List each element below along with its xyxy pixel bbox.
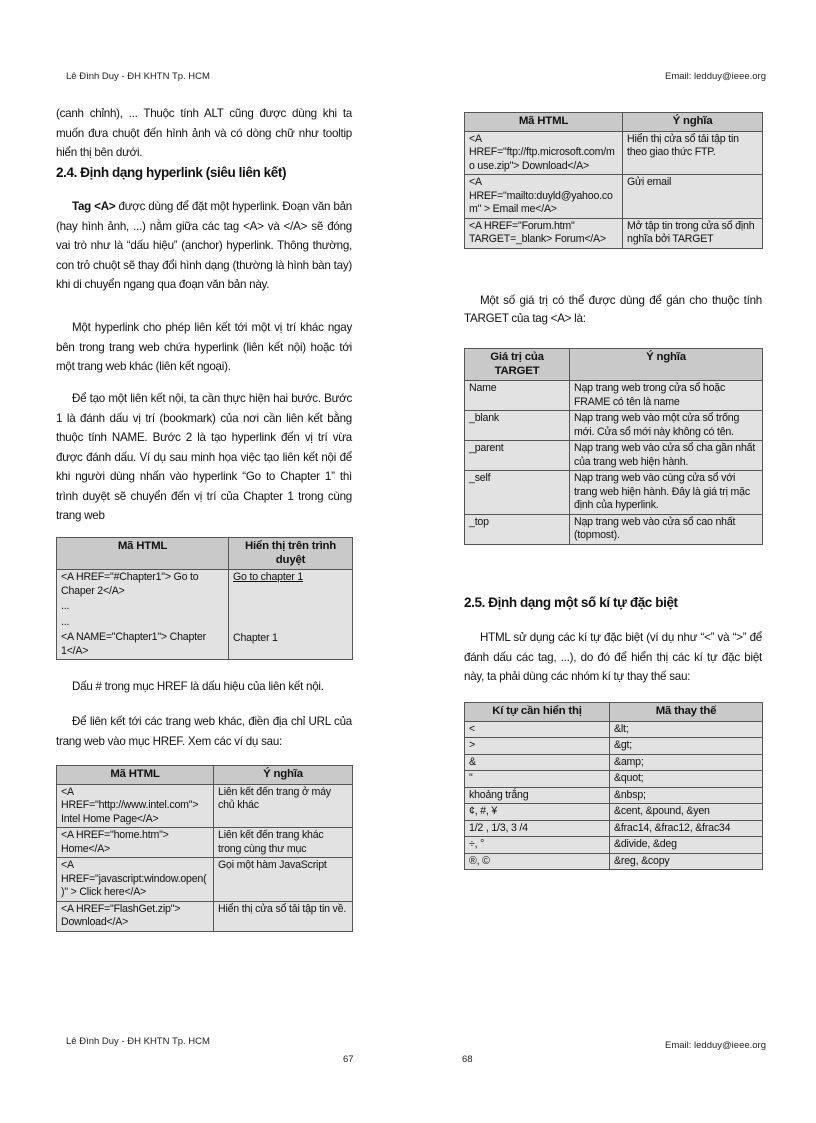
column-header: Kí tự cần hiển thị bbox=[465, 703, 610, 722]
character-cell: ®, © bbox=[465, 853, 610, 870]
more-links-table bbox=[464, 112, 763, 249]
table-header-row bbox=[465, 703, 763, 722]
column-header: Mã HTML bbox=[57, 538, 229, 570]
column-header: Mã HTML bbox=[57, 766, 214, 785]
code-cell: <A HREF="#Chapter1"> Go to Chaper 2</A> bbox=[57, 570, 229, 600]
target-values-table bbox=[464, 348, 763, 545]
code-cell: <A HREF="javascript:window.open()" > Click here</A> bbox=[57, 858, 214, 902]
target-value-cell: _parent bbox=[465, 441, 570, 471]
character-cell: khoảng trắng bbox=[465, 787, 610, 804]
character-cell: 1/2 , 1/3, 3 /4 bbox=[465, 820, 610, 837]
column-header: Ý nghĩa bbox=[623, 113, 763, 132]
code-cell: <A HREF="home.htm"> Home</A> bbox=[57, 828, 214, 858]
table-row bbox=[465, 381, 763, 411]
column-header: Ý nghĩa bbox=[570, 349, 763, 381]
entity-cell: &cent, &pound, &yen bbox=[610, 804, 763, 821]
table-row bbox=[465, 721, 763, 738]
meaning-cell: Liên kết đến trang ở máy chủ khác bbox=[214, 784, 353, 828]
table-row bbox=[465, 787, 763, 804]
external-link-paragraph: Để liên kết tới các trang web khác, điền địa chỉ URL của trang web vào mục HREF. Xem các ví dụ sau: bbox=[56, 715, 352, 748]
character-cell: " bbox=[465, 771, 610, 788]
meaning-cell: Nạp trang web vào một cửa sổ trống mới. Cửa sổ mới này không có tên. bbox=[570, 411, 763, 441]
left-page-number: 67 bbox=[343, 1054, 354, 1065]
table-row bbox=[465, 514, 763, 544]
character-cell: ¢, #, ¥ bbox=[465, 804, 610, 821]
column-header: Mã thay thế bbox=[610, 703, 763, 722]
table-row bbox=[57, 570, 353, 600]
entity-cell: &quot; bbox=[610, 771, 763, 788]
table-row bbox=[57, 599, 353, 615]
rendered-cell bbox=[229, 615, 353, 631]
character-cell: ÷, ° bbox=[465, 837, 610, 854]
character-cell: < bbox=[465, 721, 610, 738]
meaning-cell: Gọi một hàm JavaScript bbox=[214, 858, 353, 902]
table-row bbox=[465, 411, 763, 441]
table-header-row bbox=[57, 766, 353, 785]
left-intro-paragraph: (canh chỉnh), ... Thuộc tính ALT cũng được dùng khi ta muốn đưa chuột đến hình ảnh và có dòng chữ như tooltip hiển thị bên dưới. bbox=[56, 107, 352, 159]
internal-link-table bbox=[56, 537, 353, 660]
table-row bbox=[465, 738, 763, 755]
table-row bbox=[57, 784, 353, 828]
rendered-cell bbox=[229, 599, 353, 615]
table-row bbox=[465, 853, 763, 870]
hyperlink-intro-text: được dùng để đặt một hyperlink. Đoạn văn bản (hay hình ảnh, ...) nằm giữa các tag <A> và </A> sẽ đóng vai trò như là “dấu hiệu” (anchor) hyperlink. Thông thường, con trỏ chuột sẽ thay đổi hình dạng (thường là hình bàn tay) khi di chuyển ngang qua đoạn văn bản này. bbox=[56, 200, 352, 291]
table-row bbox=[465, 131, 763, 175]
table-row bbox=[465, 754, 763, 771]
table-row bbox=[465, 441, 763, 471]
column-header: Giá trị của TARGET bbox=[465, 349, 570, 381]
meaning-cell: Hiển thị cửa sổ tải tập tin về. bbox=[214, 901, 353, 931]
link-types-paragraph: Một hyperlink cho phép liên kết tới một vị trí khác ngay bên trong trang web chứa hyperlink (liên kết nội) hoặc tới một trang web khác (liên kết ngoại). bbox=[56, 321, 352, 373]
target-value-cell: Name bbox=[465, 381, 570, 411]
code-cell: <A HREF="http://www.intel.com"> Intel Home Page</A> bbox=[57, 784, 214, 828]
meaning-cell: Nạp trang web vào cửa sổ cha gần nhất của trang web hiện hành. bbox=[570, 441, 763, 471]
entity-cell: &amp; bbox=[610, 754, 763, 771]
table-row bbox=[465, 471, 763, 515]
hyperlink-intro-paragraph bbox=[56, 197, 352, 295]
special-chars-paragraph: HTML sử dụng các kí tự đặc biệt (ví dụ như “<” và “>” để đánh dấu các tag, ...), do đó để hiển thị các kí tự đặc biệt này, ta phải dùng các nhóm kí tự thay thế sau: bbox=[464, 631, 762, 683]
target-value-cell: _top bbox=[465, 514, 570, 544]
table-row bbox=[465, 175, 763, 219]
table-row bbox=[465, 218, 763, 248]
meaning-cell: Mở tập tin trong cửa sổ định nghĩa bởi TARGET bbox=[623, 218, 763, 248]
meaning-cell: Nạp trang web vào cùng cửa sổ với trang web hiện hành. Đây là giá trị mặc định của hyperlink. bbox=[570, 471, 763, 515]
table-header-row bbox=[465, 113, 763, 132]
section-2-5-title: 2.5. Định dạng một số kí tự đặc biệt bbox=[464, 595, 678, 610]
entity-cell: &divide, &deg bbox=[610, 837, 763, 854]
special-chars-table bbox=[464, 702, 763, 870]
target-value-cell: _self bbox=[465, 471, 570, 515]
table-row bbox=[57, 828, 353, 858]
internal-link-paragraph: Để tạo một liên kết nội, ta cần thực hiện hai bước. Bước 1 là đánh dấu vị trí (bookmark) của nơi cần liên kết bằng thuộc tính NAME. Bước 2 là tạo hyperlink đến vị trí vừa được đánh dấu. Ví dụ sau minh họa việc tạo liên kết nội để khi người dùng nhấn vào hyperlink “Go to Chapter 1” thì trình duyệt sẽ chuyển đến vị trí của Chapter 1 trong cùng trang web bbox=[56, 392, 352, 522]
code-cell: <A NAME="Chapter1"> Chapter 1</A> bbox=[57, 630, 229, 660]
table-row bbox=[57, 901, 353, 931]
entity-cell: &lt; bbox=[610, 721, 763, 738]
table-row bbox=[465, 837, 763, 854]
column-header: Mã HTML bbox=[465, 113, 623, 132]
section-2-4-title: 2.4. Định dạng hyperlink (siêu liên kết) bbox=[56, 165, 287, 180]
character-cell: & bbox=[465, 754, 610, 771]
entity-cell: &gt; bbox=[610, 738, 763, 755]
code-cell: <A HREF="FlashGet.zip"> Download</A> bbox=[57, 901, 214, 931]
table-row bbox=[57, 630, 353, 660]
left-footer: Lê Đình Duy - ĐH KHTN Tp. HCM bbox=[66, 1036, 210, 1047]
left-header: Lê Đình Duy - ĐH KHTN Tp. HCM bbox=[66, 71, 210, 82]
rendered-link-cell[interactable]: Go to chapter 1 bbox=[229, 570, 353, 600]
table-row bbox=[465, 804, 763, 821]
table-row bbox=[57, 615, 353, 631]
right-page-number: 68 bbox=[462, 1054, 473, 1065]
table-header-row bbox=[465, 349, 763, 381]
rendered-cell: Chapter 1 bbox=[229, 630, 353, 660]
right-footer: Email: ledduy@ieee.org bbox=[665, 1040, 767, 1051]
code-cell: <A HREF="mailto:duyld@yahoo.com" > Email me</A> bbox=[465, 175, 623, 219]
meaning-cell: Hiển thị cửa sổ tải tập tin theo giao thức FTP. bbox=[623, 131, 763, 175]
table-header-row bbox=[57, 538, 353, 570]
code-cell: ... bbox=[57, 615, 229, 631]
right-header: Email: ledduy@ieee.org bbox=[665, 71, 767, 82]
entity-cell: &nbsp; bbox=[610, 787, 763, 804]
internal-link-note: Dấu # trong mục HREF là dấu hiệu của liên kết nội. bbox=[72, 680, 324, 693]
target-values-paragraph: Một số giá trị có thể được dùng để gán cho thuộc tính TARGET của tag <A> là: bbox=[464, 294, 762, 325]
code-cell: <A HREF="Forum.htm" TARGET=_blank> Forum</A> bbox=[465, 218, 623, 248]
column-header: Hiển thị trên trình duyệt bbox=[229, 538, 353, 570]
tag-a-label: Tag <A> bbox=[72, 200, 116, 213]
column-header: Ý nghĩa bbox=[214, 766, 353, 785]
meaning-cell: Gửi email bbox=[623, 175, 763, 219]
entity-cell: &frac14, &frac12, &frac34 bbox=[610, 820, 763, 837]
table-row bbox=[465, 820, 763, 837]
meaning-cell: Nạp trang web vào cửa sổ cao nhất (topmost). bbox=[570, 514, 763, 544]
code-cell: <A HREF="ftp://ftp.microsoft.com/mo use.zip"> Download</A> bbox=[465, 131, 623, 175]
external-link-table bbox=[56, 765, 353, 932]
entity-cell: &reg, &copy bbox=[610, 853, 763, 870]
target-value-cell: _blank bbox=[465, 411, 570, 441]
table-row bbox=[465, 771, 763, 788]
meaning-cell: Liên kết đến trang khác trong cùng thư mục bbox=[214, 828, 353, 858]
table-row bbox=[57, 858, 353, 902]
character-cell: > bbox=[465, 738, 610, 755]
meaning-cell: Nạp trang web trong cửa sổ hoặc FRAME có tên là name bbox=[570, 381, 763, 411]
code-cell: ... bbox=[57, 599, 229, 615]
